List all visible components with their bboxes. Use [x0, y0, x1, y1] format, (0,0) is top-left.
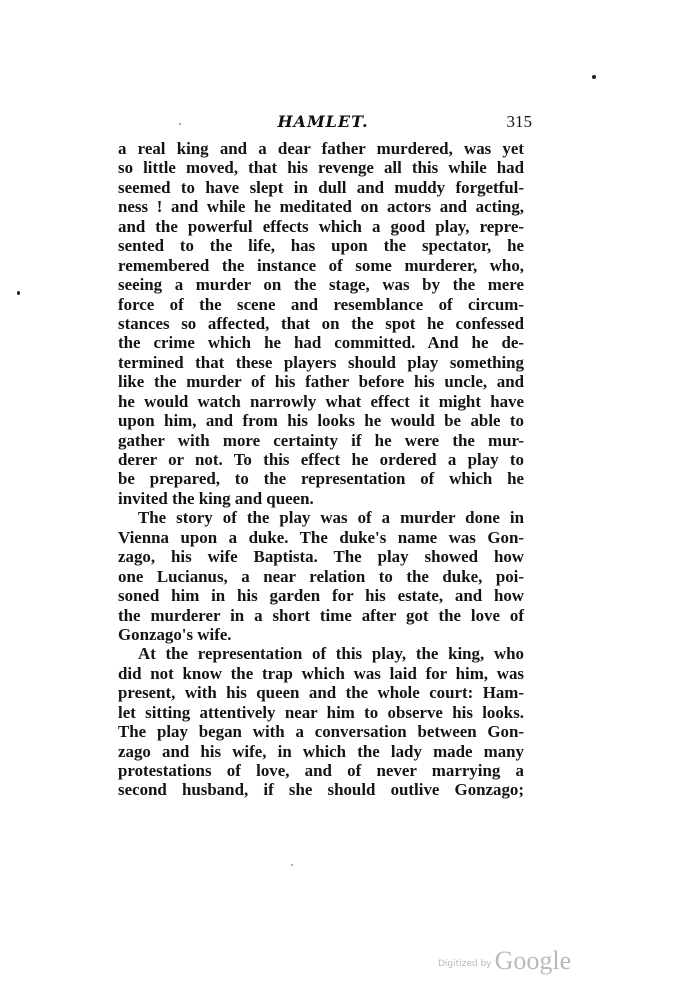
margin-speck: [592, 75, 596, 79]
page-number: 315: [506, 112, 532, 131]
text-line: protestations of love, and of never marrying a: [118, 761, 524, 780]
text-line: remembered the instance of some murderer, who,: [118, 255, 524, 275]
text-line: stances so affected, that on the spot he confessed: [118, 313, 524, 333]
text-line: let sitting attentively near him to observe his looks.: [118, 702, 524, 722]
running-title: HAMLET.: [277, 112, 369, 131]
text-line: derer or not. To this effect he ordered a play to: [118, 450, 524, 469]
text-line: like the murder of his father before his uncle, and: [118, 372, 524, 392]
text-line: one Lucianus, a near relation to the duke, poi-: [118, 566, 524, 586]
watermark-prefix: Digitized by: [438, 959, 492, 969]
text-line: ness ! and while he meditated on actors and acting,: [118, 197, 524, 217]
margin-speck: [291, 864, 293, 866]
text-line: gather with more certainty if he were the mur-: [118, 430, 524, 450]
margin-speck: [17, 291, 20, 295]
text-line: soned him in his garden for his estate, and how: [118, 586, 524, 606]
margin-speck: [179, 123, 181, 125]
text-line: force of the scene and resemblance of circum-: [118, 294, 524, 314]
text-line: Gonzago's wife.: [118, 624, 232, 644]
text-line: invited the king and queen.: [118, 488, 314, 508]
text-line: seeing a murder on the stage, was by the mere: [118, 275, 524, 295]
text-line: did not know the trap which was laid for him, was: [118, 663, 524, 683]
google-logo: Google: [494, 946, 572, 975]
text-line: the murderer in a short time after got the love of: [118, 605, 524, 625]
text-line: present, with his queen and the whole court: Ham-: [118, 683, 524, 703]
text-line: he would watch narrowly what effect it might have: [118, 391, 524, 411]
text-line: sented to the life, has upon the spectator, he: [118, 236, 524, 256]
text-line: and the powerful effects which a good play, repre-: [118, 216, 524, 236]
text-line: termined that these players should play something: [118, 352, 524, 372]
text-line: so little moved, that his revenge all this while had: [118, 158, 524, 178]
text-line: The story of the play was of a murder done in: [138, 508, 524, 528]
text-line: a real king and a dear father murdered, was yet: [118, 139, 524, 158]
body-text: [118, 139, 524, 800]
text-line: At the representation of this play, the king, who: [138, 644, 524, 664]
text-line: zago, his wife Baptista. The play showed how: [118, 547, 524, 567]
text-line: upon him, and from his looks he would be able to: [118, 411, 524, 431]
text-line: The play began with a conversation between Gon-: [118, 722, 524, 742]
text-line: seemed to have slept in dull and muddy forgetful-: [118, 177, 524, 197]
text-line: second husband, if she should outlive Gonzago;: [118, 780, 524, 800]
text-line: be prepared, to the representation of which he: [118, 469, 524, 489]
text-line: Vienna upon a duke. The duke's name was Gon-: [118, 527, 524, 547]
text-line: zago and his wife, in which the lady made many: [118, 741, 524, 761]
text-line: the crime which he had committed. And he de-: [118, 333, 524, 353]
digitized-watermark: [438, 946, 571, 976]
